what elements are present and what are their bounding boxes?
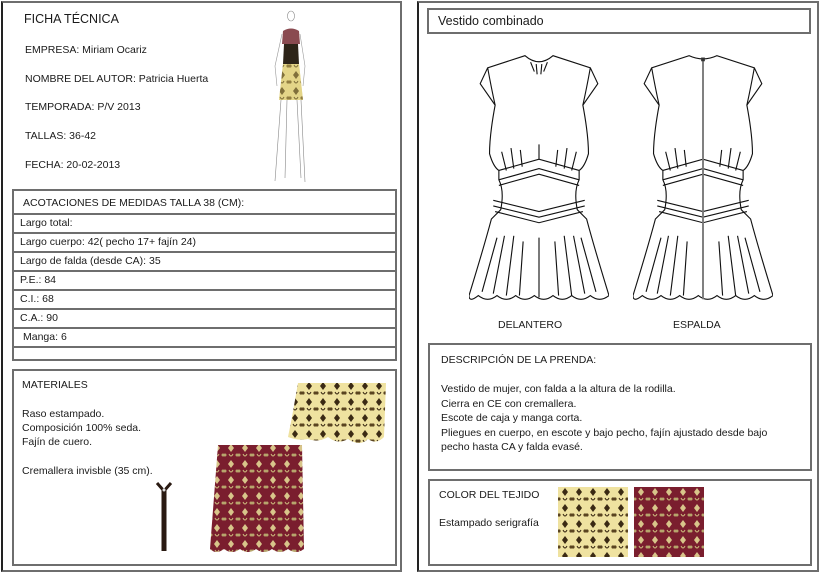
measurement-row: Largo de falda (desde CA): 35 (14, 253, 395, 272)
measurement-row: C.I.: 68 (14, 291, 395, 310)
measurements-title: ACOTACIONES DE MEDIDAS TALLA 38 (CM): (14, 191, 395, 215)
sizes-field: TALLAS: 36-42 (25, 130, 97, 142)
measurement-row: C.A.: 90 (14, 310, 395, 329)
zipper-image (154, 481, 174, 553)
back-flat-sketch (633, 43, 773, 311)
materials-title: MATERIALES (22, 379, 88, 391)
measurement-row: Largo total: (14, 215, 395, 234)
material-line: Composición 100% seda. (22, 422, 142, 434)
burgundy-damask-swatch (634, 487, 704, 557)
season-field: TEMPORADA: P/V 2013 (25, 101, 141, 113)
description-box (428, 343, 812, 471)
description-title: DESCRIPCIÓN DE LA PRENDA: (441, 354, 597, 366)
left-panel (1, 1, 402, 572)
yellow-damask-swatch (558, 487, 628, 557)
description-line: Vestido de mujer, con falda a la altura de la rodilla. (441, 383, 676, 395)
fabric-color-box (428, 479, 812, 566)
measurement-row: Largo cuerpo: 42( pecho 17+ fajín 24) (14, 234, 395, 253)
material-line: Fajín de cuero. (22, 436, 93, 448)
right-panel (417, 1, 819, 572)
measurement-row: P.E.: 84 (14, 272, 395, 291)
company-field: EMPRESA: Miriam Ocariz (25, 44, 147, 56)
fabric-color-title: COLOR DEL TEJIDO (439, 489, 540, 501)
description-line: Pliegues en cuerpo, en escote y bajo pecho, fajín ajustado desde bajo (441, 427, 768, 439)
author-field: NOMBRE DEL AUTOR: Patricia Huerta (25, 73, 209, 85)
measurement-row: Manga: 6 (14, 329, 395, 348)
description-line: Cierra en CE con cremallera. (441, 398, 577, 410)
burgundy-fabric-skirt (210, 443, 305, 555)
measurement-row (14, 348, 395, 367)
material-line: Cremallera invisble (35 cm). (22, 465, 153, 477)
materials-box (12, 369, 397, 566)
garment-name-box (427, 8, 811, 34)
fabric-technique: Estampado serigrafía (439, 517, 539, 529)
date-field: FECHA: 20-02-2013 (25, 159, 121, 171)
sheet-title: FICHA TÉCNICA (24, 12, 119, 26)
front-view-label: DELANTERO (498, 319, 563, 331)
front-flat-sketch (469, 43, 609, 311)
description-line: Escote de caja y manga corta. (441, 412, 583, 424)
back-view-label: ESPALDA (673, 319, 721, 331)
description-line: pecho hasta CA y falda evasé. (441, 441, 583, 453)
fashion-illustration (261, 6, 321, 186)
measurements-table (12, 189, 397, 361)
material-line: Raso estampado. (22, 408, 105, 420)
garment-name: Vestido combinado (438, 14, 544, 28)
yellow-fabric-piece (288, 381, 386, 447)
